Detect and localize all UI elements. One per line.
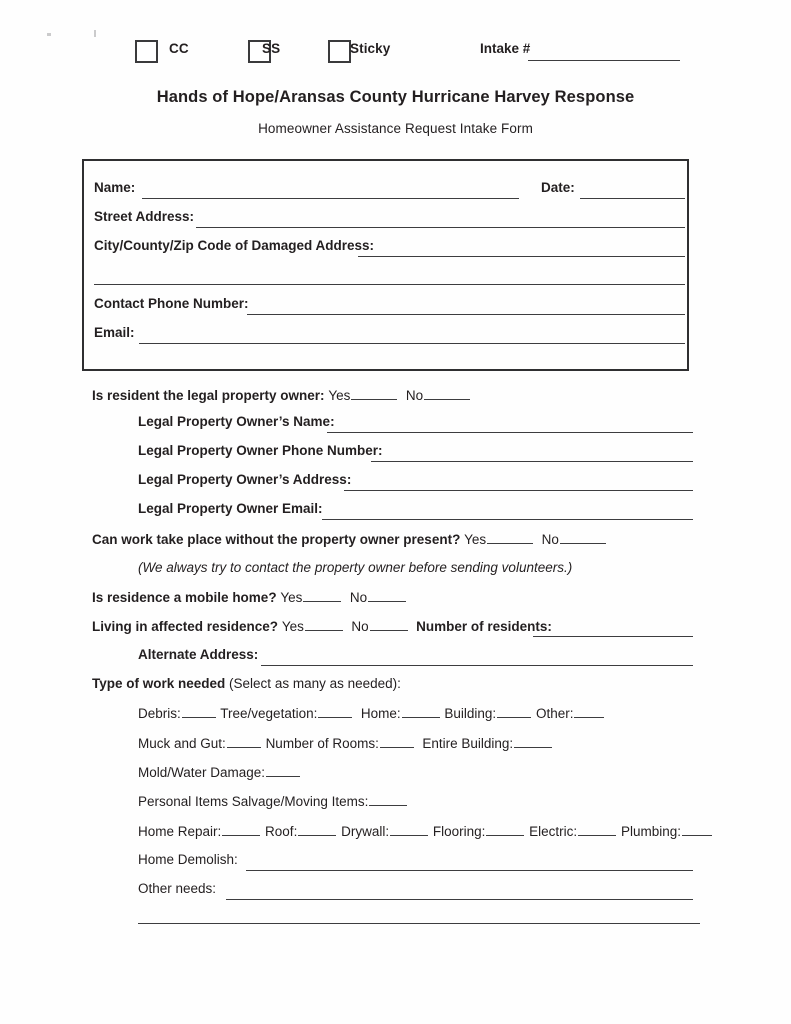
home-repair-blank[interactable] [222, 823, 260, 836]
mobile-home-question [92, 589, 407, 605]
plumbing-label: Plumbing: [620, 824, 681, 839]
can-work-without-owner-question [92, 531, 607, 547]
city-county-zip-field[interactable] [358, 256, 685, 257]
page-title: Hands of Hope/Aransas County Hurricane Harvey Response [156, 88, 635, 106]
checkbox-label-cc: CC [169, 41, 189, 56]
owner-name-label: Legal Property Owner’s Name: [138, 414, 335, 429]
flooring-blank[interactable] [486, 823, 524, 836]
email-field[interactable] [139, 343, 685, 344]
city-county-zip-field-continued[interactable] [94, 284, 685, 285]
home-repair-label: Home Repair: [138, 824, 222, 839]
mobile-home-no-blank[interactable] [368, 589, 406, 602]
can-work-no-blank[interactable] [560, 531, 606, 544]
owner-email-field[interactable] [322, 519, 693, 520]
checkbox-cc[interactable] [135, 40, 158, 63]
work-row-debris [138, 705, 605, 721]
work-row-personal-items [138, 793, 408, 809]
number-of-residents-label: Number of residents: [416, 619, 552, 634]
is-legal-owner-yes-blank[interactable] [351, 387, 397, 400]
contact-phone-field[interactable] [247, 314, 685, 315]
debris-label: Debris: [138, 706, 181, 721]
roof-blank[interactable] [298, 823, 336, 836]
page-subtitle: Homeowner Assistance Request Intake Form [258, 121, 533, 136]
plumbing-blank[interactable] [682, 823, 712, 836]
street-address-label: Street Address: [94, 209, 195, 224]
home-label: Home: [360, 706, 401, 721]
flooring-label: Flooring: [432, 824, 486, 839]
work-row-muck-and-gut [138, 735, 553, 751]
other-needs-field[interactable] [226, 899, 693, 900]
contact-info-box [82, 159, 689, 371]
street-address-field[interactable] [196, 227, 685, 228]
living-in-no-blank[interactable] [370, 618, 408, 631]
owner-phone-field[interactable] [371, 461, 693, 462]
checkbox-label-ss: SS [262, 41, 281, 56]
home-blank[interactable] [402, 705, 440, 718]
alternate-address-label: Alternate Address: [138, 647, 259, 662]
mold-water-damage-blank[interactable] [266, 764, 300, 777]
mold-water-damage-label: Mold/Water Damage: [138, 765, 266, 780]
entire-building-label: Entire Building: [422, 736, 514, 751]
contact-phone-label: Contact Phone Number: [94, 296, 249, 311]
intake-number-label: Intake # [480, 41, 531, 56]
work-row-home-repair [138, 823, 713, 839]
name-field[interactable] [142, 198, 519, 199]
home-demolish-field[interactable] [246, 870, 693, 871]
tree-vegetation-blank[interactable] [318, 705, 352, 718]
home-demolish-label: Home Demolish: [138, 852, 238, 867]
yes-label: Yes [464, 532, 487, 547]
living-in-yes-blank[interactable] [305, 618, 343, 631]
debris-blank[interactable] [182, 705, 216, 718]
drywall-label: Drywall: [341, 824, 390, 839]
can-work-yes-blank[interactable] [487, 531, 533, 544]
is-legal-owner-no-blank[interactable] [424, 387, 470, 400]
other-needs-label: Other needs: [138, 881, 217, 896]
other-label: Other: [535, 706, 574, 721]
no-label: No [349, 590, 368, 605]
date-label: Date: [541, 180, 575, 195]
city-county-zip-label: City/County/Zip Code of Damaged Address: [94, 238, 375, 253]
other-blank[interactable] [574, 705, 604, 718]
electric-label: Electric: [529, 824, 578, 839]
building-blank[interactable] [497, 705, 531, 718]
number-of-rooms-label: Number of Rooms: [265, 736, 379, 751]
personal-items-blank[interactable] [369, 793, 407, 806]
entire-building-blank[interactable] [514, 735, 552, 748]
number-of-rooms-blank[interactable] [380, 735, 414, 748]
owner-email-label: Legal Property Owner Email: [138, 501, 323, 516]
number-of-residents-field[interactable] [533, 636, 693, 637]
no-label: No [351, 619, 369, 634]
email-label: Email: [94, 325, 135, 340]
owner-address-label: Legal Property Owner’s Address: [138, 472, 352, 487]
yes-label: Yes [281, 619, 304, 634]
roof-label: Roof: [265, 824, 298, 839]
is-legal-owner-label: Is resident the legal property owner: [92, 388, 325, 403]
muck-and-gut-label: Muck and Gut: [138, 736, 226, 751]
type-of-work-heading [92, 676, 401, 691]
yes-label: Yes [328, 388, 351, 403]
checkbox-label-sticky: Sticky [350, 41, 391, 56]
checkbox-sticky[interactable] [328, 40, 351, 63]
mobile-home-yes-blank[interactable] [303, 589, 341, 602]
mobile-home-label: Is residence a mobile home? [92, 590, 277, 605]
owner-name-field[interactable] [327, 432, 693, 433]
building-label: Building: [444, 706, 497, 721]
alternate-address-field[interactable] [261, 665, 693, 666]
owner-contact-note: (We always try to contact the property owner before sending volunteers.) [138, 560, 573, 575]
type-of-work-hint: (Select as many as needed): [229, 676, 401, 691]
electric-blank[interactable] [578, 823, 616, 836]
is-legal-owner-question [92, 387, 471, 403]
yes-label: Yes [280, 590, 303, 605]
date-field[interactable] [580, 198, 685, 199]
living-in-label: Living in affected residence? [92, 619, 279, 634]
name-label: Name: [94, 180, 136, 195]
living-in-residence-question [92, 618, 552, 634]
personal-items-label: Personal Items Salvage/Moving Items: [138, 794, 369, 809]
work-row-mold-water [138, 764, 301, 780]
can-work-label: Can work take place without the property owner present? [92, 532, 461, 547]
owner-phone-label: Legal Property Owner Phone Number: [138, 443, 383, 458]
owner-address-field[interactable] [344, 490, 693, 491]
drywall-blank[interactable] [390, 823, 428, 836]
muck-and-gut-blank[interactable] [227, 735, 261, 748]
scan-artifact-speck [47, 33, 51, 36]
intake-number-field[interactable] [528, 60, 680, 61]
tree-vegetation-label: Tree/vegetation: [220, 706, 318, 721]
no-label: No [541, 532, 559, 547]
scan-artifact-speck [94, 30, 96, 37]
other-needs-field-continued[interactable] [138, 923, 700, 924]
type-of-work-label: Type of work needed [92, 676, 226, 691]
no-label: No [405, 388, 424, 403]
